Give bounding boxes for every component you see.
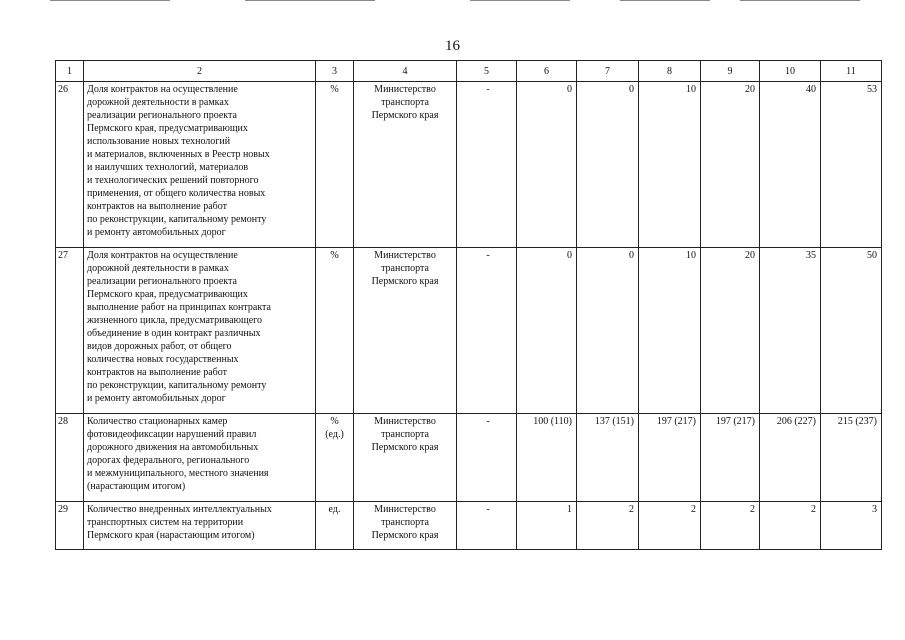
table-row — [56, 414, 882, 502]
value-cell: 53 — [821, 82, 882, 248]
page-number: 16 — [445, 38, 460, 54]
scan-edge-line — [245, 0, 375, 1]
value-cell: 10 — [639, 248, 701, 414]
header-cell: 1 — [56, 61, 84, 82]
responsible-ministry: Министерство транспорта Пермского края — [354, 82, 457, 248]
value-cell: 35 — [760, 248, 821, 414]
scan-edge-line — [470, 0, 570, 1]
value-cell: - — [457, 248, 517, 414]
value-cell: 10 — [639, 82, 701, 248]
value-cell: - — [457, 414, 517, 502]
scan-edge-line — [620, 0, 710, 1]
indicators-table — [55, 60, 882, 550]
responsible-ministry: Министерство транспорта Пермского края — [354, 414, 457, 502]
table-row — [56, 248, 882, 414]
header-cell: 3 — [316, 61, 354, 82]
value-cell: 0 — [577, 82, 639, 248]
scan-edge-line — [740, 0, 860, 1]
row-number: 28 — [56, 414, 84, 502]
header-cell: 11 — [821, 61, 882, 82]
value-cell: 0 — [577, 248, 639, 414]
header-cell: 7 — [577, 61, 639, 82]
value-cell: 197 (217) — [701, 414, 760, 502]
value-cell: 197 (217) — [639, 414, 701, 502]
row-number: 26 — [56, 82, 84, 248]
table-row — [56, 502, 882, 550]
unit-cell: % — [316, 248, 354, 414]
value-cell: 2 — [760, 502, 821, 550]
value-cell: 2 — [701, 502, 760, 550]
header-cell: 6 — [517, 61, 577, 82]
header-cell: 9 — [701, 61, 760, 82]
value-cell: 20 — [701, 82, 760, 248]
value-cell: 1 — [517, 502, 577, 550]
value-cell: 3 — [821, 502, 882, 550]
value-cell: 0 — [517, 248, 577, 414]
unit-cell: % — [316, 82, 354, 248]
value-cell: 2 — [639, 502, 701, 550]
indicator-name: Количество стационарных камер фотовидеофиксации нарушений правил дорожного движения на автомобильных дорогах федерального, регионального и межмуниципального, местного значения (нарастающим итогом) — [84, 414, 316, 502]
responsible-ministry: Министерство транспорта Пермского края — [354, 248, 457, 414]
header-cell: 4 — [354, 61, 457, 82]
unit-cell: ед. — [316, 502, 354, 550]
value-cell: - — [457, 82, 517, 248]
indicator-name: Доля контрактов на осуществление дорожной деятельности в рамках реализации регионального проекта Пермского края, предусматривающих использование новых технологий и материалов, включенных в Реестр новых и наилучших технологий, материалов и технологических решений повторного применения, от общего количества новых контрактов на выполнение работ по реконструкции, капитальному ремонту и ремонту автомобильных дорог — [84, 82, 316, 248]
header-cell: 8 — [639, 61, 701, 82]
value-cell: 0 — [517, 82, 577, 248]
row-number: 27 — [56, 248, 84, 414]
value-cell: 100 (110) — [517, 414, 577, 502]
table-header-row — [56, 61, 882, 82]
value-cell: 50 — [821, 248, 882, 414]
scan-edge-line — [50, 0, 170, 1]
unit-cell: % (ед.) — [316, 414, 354, 502]
table-row — [56, 82, 882, 248]
indicator-name: Количество внедренных интеллектуальных транспортных систем на территории Пермского края (нарастающим итогом) — [84, 502, 316, 550]
value-cell: 137 (151) — [577, 414, 639, 502]
value-cell: 40 — [760, 82, 821, 248]
indicator-name: Доля контрактов на осуществление дорожной деятельности в рамках реализации регионального проекта Пермского края, предусматривающих выполнение работ на принципах контракта жизненного цикла, предусматривающего объединение в один контракт различных видов дорожных работ, от общего количества новых государственных контрактов на выполнение работ по реконструкции, капитальному ремонту и ремонту автомобильных дорог — [84, 248, 316, 414]
header-cell: 2 — [84, 61, 316, 82]
value-cell: - — [457, 502, 517, 550]
value-cell: 2 — [577, 502, 639, 550]
value-cell: 206 (227) — [760, 414, 821, 502]
header-cell: 5 — [457, 61, 517, 82]
responsible-ministry: Министерство транспорта Пермского края — [354, 502, 457, 550]
value-cell: 215 (237) — [821, 414, 882, 502]
row-number: 29 — [56, 502, 84, 550]
header-cell: 10 — [760, 61, 821, 82]
value-cell: 20 — [701, 248, 760, 414]
